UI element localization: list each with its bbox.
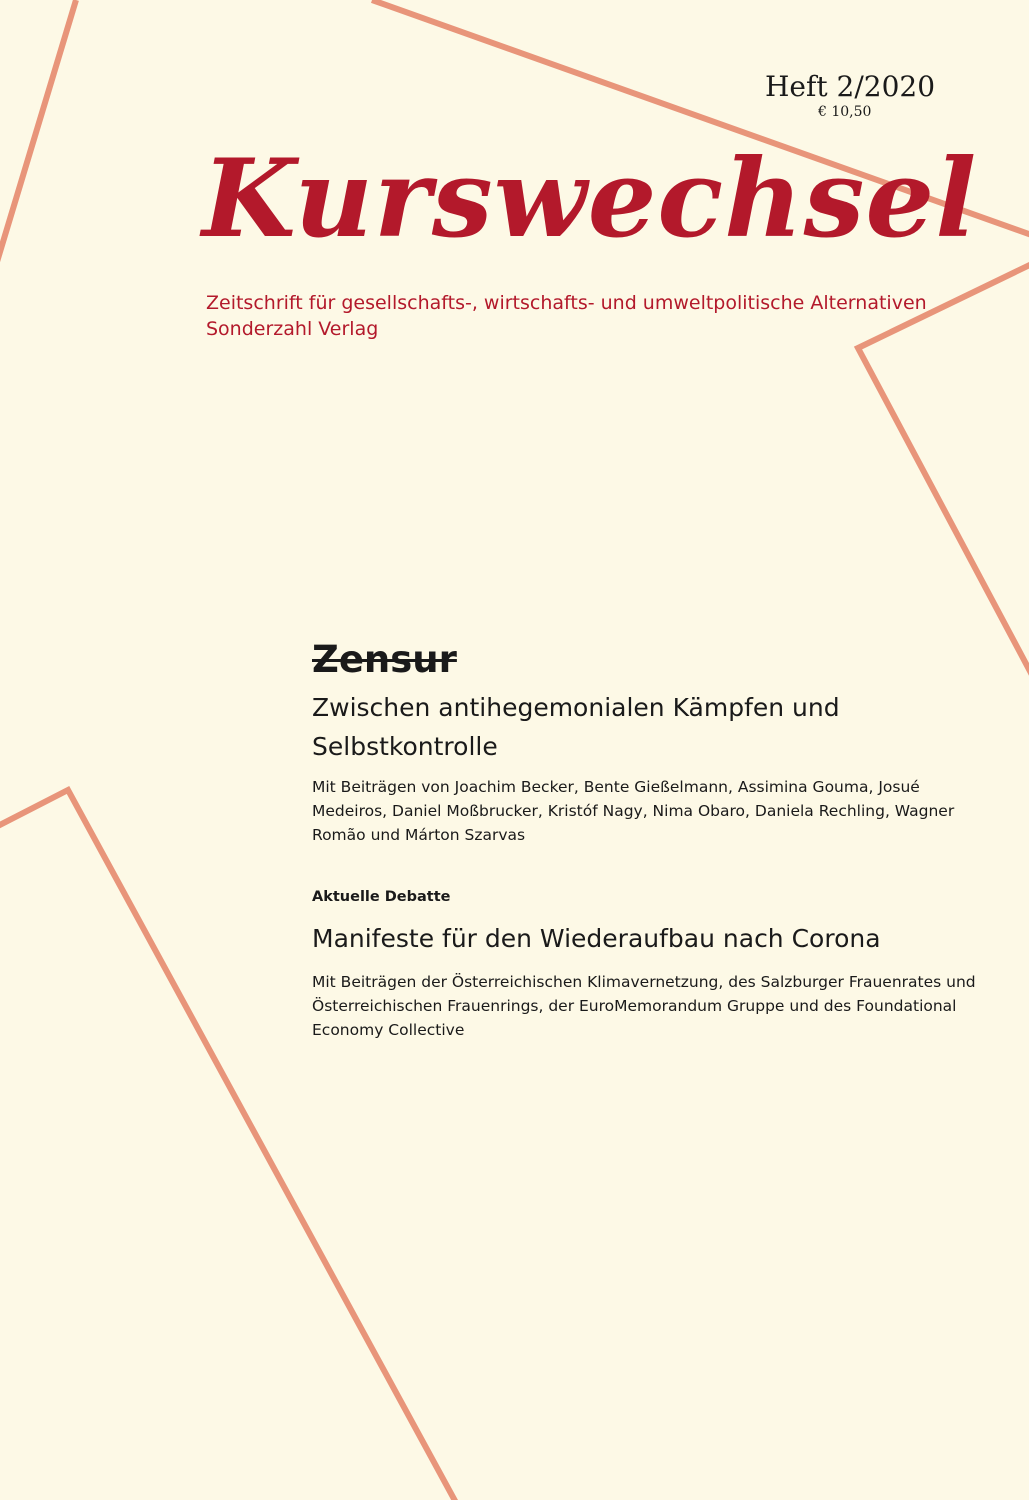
magazine-title: Kurswechsel — [202, 136, 978, 262]
theme-contributors: Mit Beiträgen von Joachim Becker, Bente Gießelmann, Assimina Gouma, Josué Medeiros, Daniel Moßbrucker, Kristóf Nagy, Nima Obaro, Daniela Rechling, Wagner Romão und Márton Szarvas — [312, 778, 955, 844]
issue-number: Heft 2/2020 — [765, 70, 936, 103]
publisher-name: Sonderzahl Verlag — [206, 318, 379, 340]
debate-label: Aktuelle Debatte — [312, 889, 451, 905]
debate-title: Manifeste für den Wiederaufbau nach Corona — [312, 924, 881, 953]
issue-price: € 10,50 — [818, 104, 872, 120]
theme-subtitle: Zwischen antihegemonialen Kämpfen und Selbstkontrolle — [312, 693, 840, 761]
theme-title: Zensur — [312, 638, 457, 681]
magazine-subtitle — [206, 290, 986, 342]
upper-left-line — [0, 0, 76, 285]
subtitle-tagline: Zeitschrift für gesellschafts-, wirtschafts- und umweltpolitische Alternativen — [206, 292, 927, 314]
debate-contributors: Mit Beiträgen der Österreichischen Klimavernetzung, des Salzburger Frauenrates und Österreichischen Frauenrings, der EuroMemorandum Gruppe und des Foundational Economy Collective — [312, 973, 976, 1039]
